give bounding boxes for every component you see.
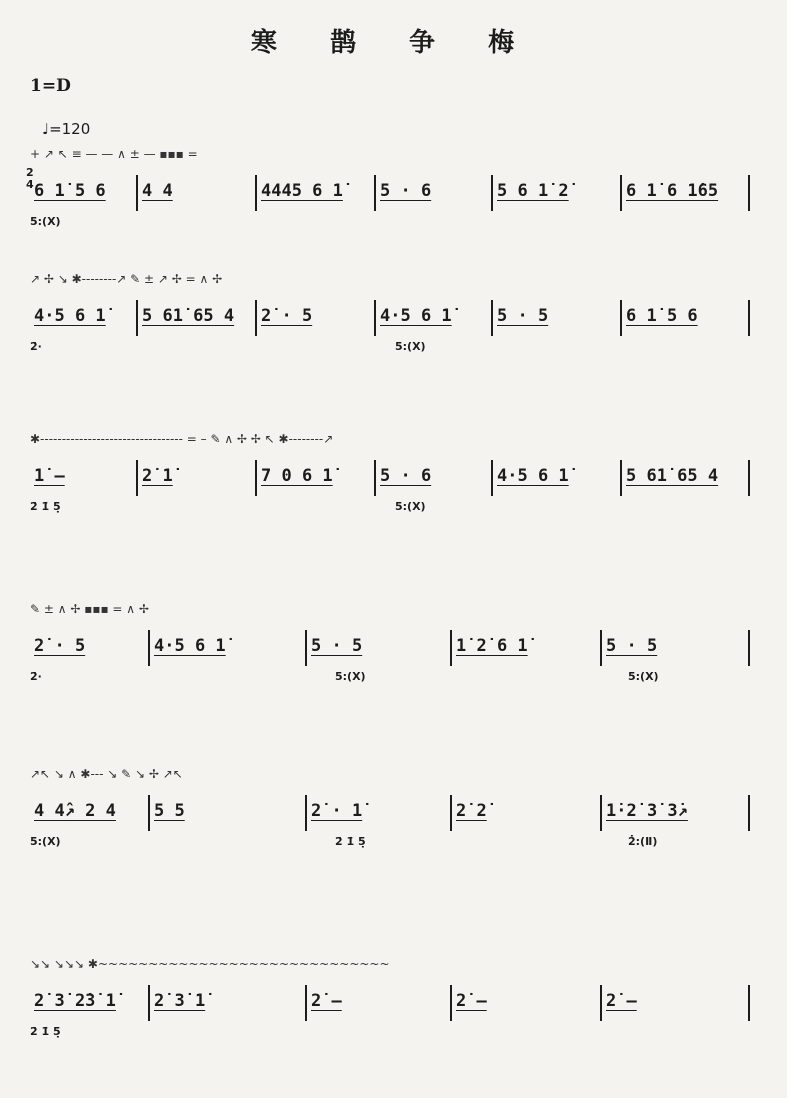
measure: 4·5 6 1̇ bbox=[380, 306, 452, 326]
chord-subscript: 2̇ 1̇ 5̣ bbox=[30, 1025, 61, 1038]
barline bbox=[255, 175, 257, 211]
barline bbox=[305, 985, 307, 1021]
measure: 5 · 5 bbox=[311, 636, 363, 656]
chord-subscript: 5:(X) bbox=[30, 835, 61, 848]
barline bbox=[136, 175, 138, 211]
barline bbox=[450, 985, 452, 1021]
measure: 5 5 bbox=[154, 801, 185, 821]
barline bbox=[748, 795, 750, 831]
barline bbox=[148, 985, 150, 1021]
chord-subscript: 5:(X) bbox=[335, 670, 366, 683]
barline bbox=[620, 175, 622, 211]
chord-subscript: 2̇ 1̇ 5̣ bbox=[30, 500, 61, 513]
chord-subscript: 2̇· bbox=[30, 670, 42, 683]
barline bbox=[148, 795, 150, 831]
barline bbox=[450, 795, 452, 831]
staff-row bbox=[0, 602, 787, 690]
measure: 2̇ – bbox=[606, 991, 637, 1011]
barline bbox=[255, 300, 257, 336]
barline bbox=[136, 460, 138, 496]
barline bbox=[305, 795, 307, 831]
measure: 2̇ – bbox=[456, 991, 487, 1011]
measure: 2̇ 2̇ bbox=[456, 801, 487, 821]
ornament-marks: ✎ ± ∧ ✢ ▪▪▪ = ∧ ✢ bbox=[30, 602, 149, 616]
measure: 4 4̂↗ 2 4 bbox=[34, 801, 116, 821]
staff-row bbox=[0, 432, 787, 520]
chord-subscript: 2̇:(Ⅱ) bbox=[628, 835, 658, 848]
measure: 4·5 6 1̇ bbox=[497, 466, 569, 486]
staff-row bbox=[0, 272, 787, 360]
barline bbox=[748, 630, 750, 666]
barline bbox=[600, 985, 602, 1021]
barline bbox=[620, 300, 622, 336]
measure: 5 · 6 bbox=[380, 466, 432, 486]
measure: 4·5 6 1̇ bbox=[34, 306, 106, 326]
measure: 6 1̇ 5 6 bbox=[34, 181, 106, 201]
time-signature-bottom: 4 bbox=[26, 178, 34, 191]
measure: 5 · 5 bbox=[606, 636, 658, 656]
chord-subscript: 5:(X) bbox=[395, 340, 426, 353]
barline bbox=[491, 300, 493, 336]
measure: 2̇ · 5 bbox=[261, 306, 313, 326]
measure: 7 0 6 1̇ bbox=[261, 466, 333, 486]
barline bbox=[374, 460, 376, 496]
measure: 2̇ · 1̇ bbox=[311, 801, 363, 821]
ornament-marks: ↗ ✢ ↘ ✱--------↗ ✎ ± ↗ ✢ = ∧ ✢ bbox=[30, 272, 223, 286]
measure: 4·5 6 1̇ bbox=[154, 636, 226, 656]
measure: 6 1̇ 6 1̇65 bbox=[626, 181, 719, 201]
staff-row bbox=[0, 767, 787, 855]
measure: 4445 6 1̇ bbox=[261, 181, 343, 201]
chord-subscript: 5:(X) bbox=[395, 500, 426, 513]
measure: 2̇ · 5 bbox=[34, 636, 86, 656]
barline bbox=[450, 630, 452, 666]
ornament-marks: ✱--------------------------------- = – ✎ ∧ ✢ ✢ ↖ ✱--------↗ bbox=[30, 432, 334, 446]
measure: 4 4 bbox=[142, 181, 173, 201]
ornament-marks: ↗↖ ↘ ∧ ✱--- ↘ ✎ ↘ ✢ ↗↖ bbox=[30, 767, 183, 781]
barline bbox=[491, 460, 493, 496]
time-signature-top: 2 bbox=[26, 166, 34, 179]
measure: 2̇ 1̇ bbox=[142, 466, 173, 486]
chord-subscript: 2̇· bbox=[30, 340, 42, 353]
tempo-marking: ♩=120 bbox=[42, 120, 91, 138]
barline bbox=[748, 175, 750, 211]
measure: 5 · 6 bbox=[380, 181, 432, 201]
barline bbox=[255, 460, 257, 496]
key-signature: 1=D bbox=[30, 76, 71, 96]
barline bbox=[748, 985, 750, 1021]
measure: 1̇ 2̇ 6 1̇ bbox=[456, 636, 528, 656]
measure: 1̇·2̇ 3̇ 3̇↗ bbox=[606, 801, 688, 821]
chord-subscript: 5:(X) bbox=[30, 215, 61, 228]
chord-subscript: 5:(X) bbox=[628, 670, 659, 683]
staff-row bbox=[0, 957, 787, 1045]
barline bbox=[148, 630, 150, 666]
song-title: 寒 鹊 争 梅 bbox=[250, 28, 537, 58]
measure: 1̇ – bbox=[34, 466, 65, 486]
barline bbox=[748, 460, 750, 496]
barline bbox=[305, 630, 307, 666]
measure: 5 · 5 bbox=[497, 306, 549, 326]
barline bbox=[748, 300, 750, 336]
barline bbox=[374, 300, 376, 336]
measure: 2̇ 3̇ 1̇ bbox=[154, 991, 206, 1011]
barline bbox=[136, 300, 138, 336]
barline bbox=[620, 460, 622, 496]
barline bbox=[491, 175, 493, 211]
measure: 2̇ 3̇ 2̇3̇ 1̇ bbox=[34, 991, 116, 1011]
ornament-marks: ↘↘ ↘↘↘ ✱~~~~~~~~~~~~~~~~~~~~~~~~~~~~~ bbox=[30, 957, 390, 971]
staff-row bbox=[0, 147, 787, 235]
barline bbox=[600, 795, 602, 831]
chord-subscript: 2̇ 1̇ 5̣ bbox=[335, 835, 366, 848]
measure: 5 61̇ 65 4 bbox=[626, 466, 719, 486]
measure: 2̇ – bbox=[311, 991, 342, 1011]
measure: 5 61̇ 65 4 bbox=[142, 306, 235, 326]
ornament-marks: + ↗ ↖ ≡ — — ∧ ± — ▪▪▪ = bbox=[30, 147, 198, 161]
measure: 5 6 1̇ 2̇ bbox=[497, 181, 569, 201]
measure: 6 1̇ 5 6 bbox=[626, 306, 698, 326]
barline bbox=[374, 175, 376, 211]
barline bbox=[600, 630, 602, 666]
